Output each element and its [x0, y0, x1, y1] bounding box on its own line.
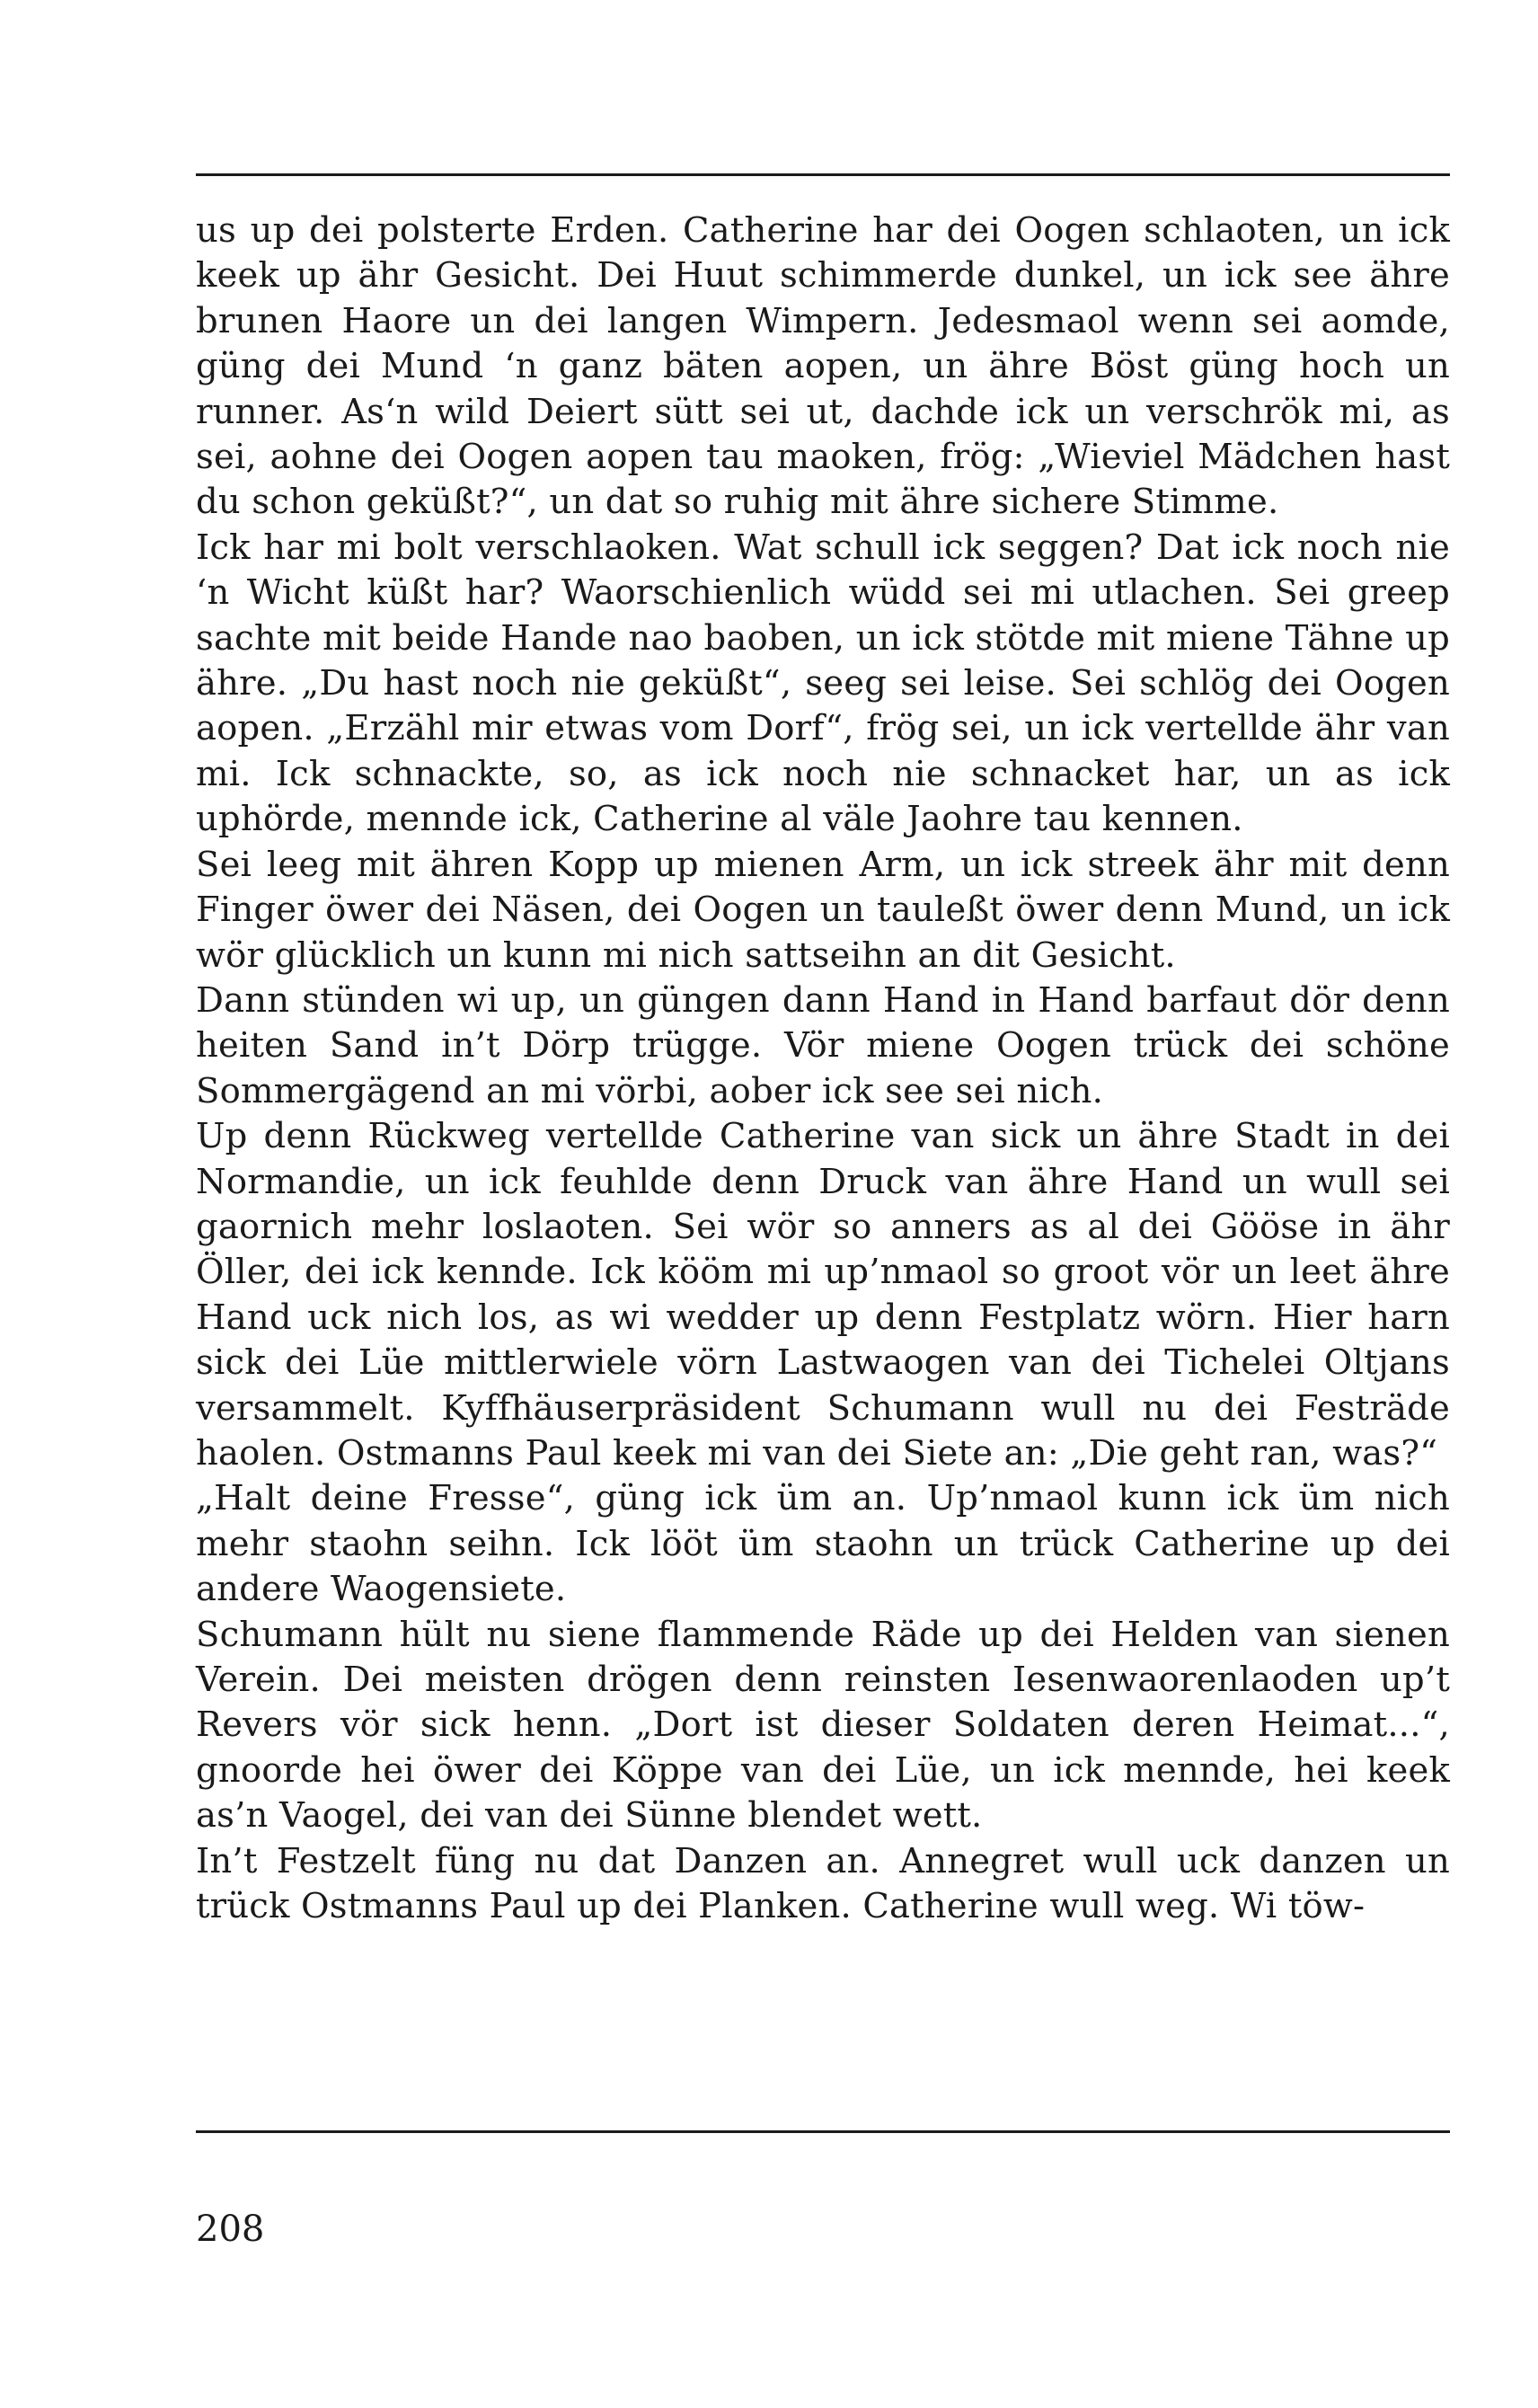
- page-number: 208: [196, 2209, 265, 2250]
- body-text: [196, 208, 1450, 1929]
- paragraph: Schumann hült nu siene flammende Räde up dei Helden van sienen Verein. Dei meisten drögen denn reinsten Iesenwaorenlaoden up’t Revers vör sick henn. „Dort ist dieser Soldaten deren Heimat...“, gnoorde hei öwer dei Köppe van dei Lüe, un ick mennde, hei keek as’n Vaogel, dei van dei Sünne blendet wett.: [196, 1614, 1450, 1837]
- paragraph: Ick har mi bolt verschlaoken. Wat schull ick seggen? Dat ick noch nie ‘n Wicht küßt har? Waorschienlich wüdd sei mi utlachen. Sei greep sachte mit beide Hande nao baoben, un ick stötde mit miene Tähne up ähre. „Du hast noch nie geküßt“, seeg sei leise. Sei schlög dei Oogen aopen. „Erzähl mir etwas vom Dorf“, frög sei, un ick vertellde ähr van mi. Ick schnackte, so, as ick noch nie schnacket har, un as ick uphörde, mennde ick, Catherine al väle Jaohre tau kennen.: [196, 527, 1450, 840]
- paragraph: Sei leeg mit ähren Kopp up mienen Arm, un ick streek ähr mit denn Finger öwer dei Näsen, dei Oogen un tauleßt öwer denn Mund, un ick wör glücklich un kunn mi nich sattseihn an dit Gesicht.: [196, 844, 1450, 976]
- paragraph: „Halt deine Fresse“, güng ick üm an. Up’nmaol kunn ick üm nich mehr staohn seihn. Ick lööt üm staohn un trück Catherine up dei andere Waogensiete.: [196, 1478, 1450, 1610]
- paragraph: Up denn Rückweg vertellde Catherine van sick un ähre Stadt in dei Normandie, un ick feuhlde denn Druck van ähre Hand un wull sei gaornich mehr loslaoten. Sei wör so anners as al dei Gööse in ähr Öller, dei ick kennde. Ick kööm mi up’nmaol so groot vör un leet ähre Hand uck nich los, as wi wedder up denn Festplatz wörn. Hier harn sick dei Lüe mittlerwiele vörn Lastwaogen van dei Tichelei Oltjans versammelt. Kyffhäuserpräsident Schumann wull nu dei Festräde haolen. Ostmanns Paul keek mi van dei Siete an: „Die geht ran, was?“: [196, 1116, 1450, 1474]
- paragraph: us up dei polsterte Erden. Catherine har dei Oogen schlaoten, un ick keek up ähr Gesicht. Dei Huut schimmerde dunkel, un ick see ähre brunen Haore un dei langen Wimpern. Jedesmaol wenn sei aomde, güng dei Mund ‘n ganz bäten aopen, un ähre Böst güng hoch un runner. As‘n wild Deiert sütt sei ut, dachde ick un verschrök mi, as sei, aohne dei Oogen aopen tau maoken, frög: „Wieviel Mädchen hast du schon geküßt?“, un dat so ruhig mit ähre sichere Stimme.: [196, 210, 1450, 523]
- paragraph: Dann stünden wi up, un güngen dann Hand in Hand barfaut dör denn heiten Sand in’t Dörp trügge. Vör miene Oogen trück dei schöne Sommergägend an mi vörbi, aober ick see sei nich.: [196, 979, 1450, 1111]
- paragraph: In’t Festzelt füng nu dat Danzen an. Annegret wull uck danzen un trück Ostmanns Paul up dei Planken. Catherine wull weg. Wi töw-: [196, 1840, 1450, 1927]
- bottom-rule: [196, 2130, 1450, 2133]
- top-rule: [196, 173, 1450, 176]
